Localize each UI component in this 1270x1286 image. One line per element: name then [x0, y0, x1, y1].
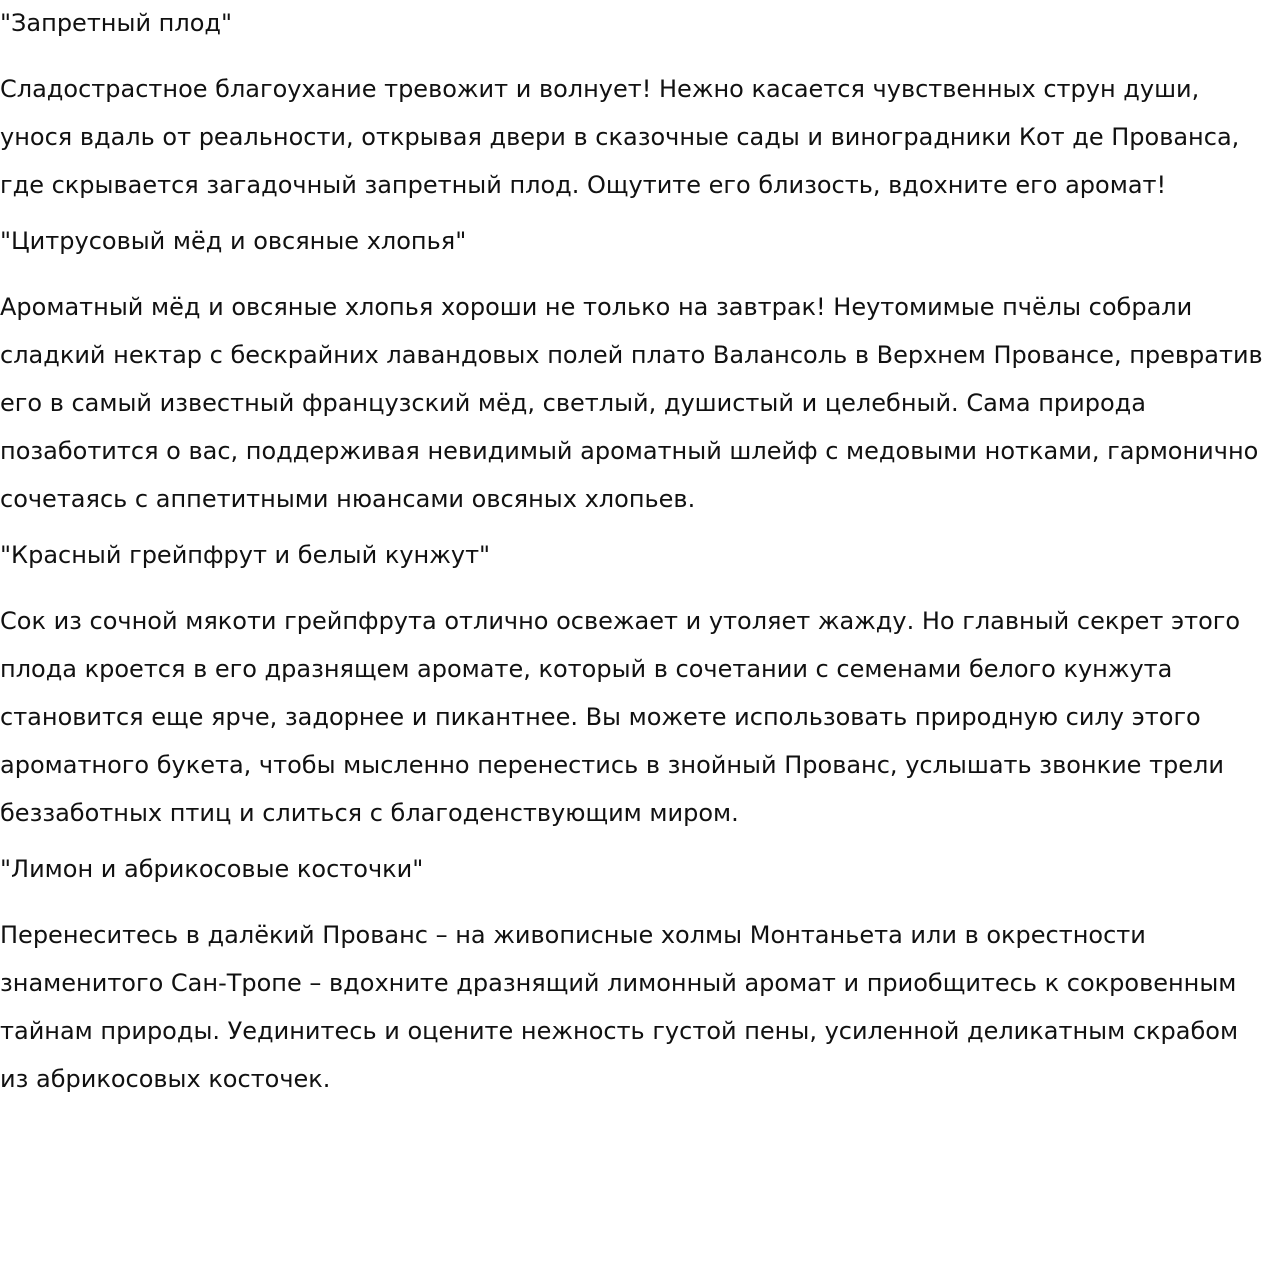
- section-paragraph: Сок из сочной мякоти грейпфрута отлично освежает и утоляет жажду. Но главный секрет этого плода кроется в его дразнящем аромате, который в сочетании с семенами белого кунжута становится еще ярче, задорнее и пикантнее. Вы можете использовать природную силу этого ароматного букета, чтобы мысленно перенестись в знойный Прованс, услышать звонкие трели беззаботных птиц и слиться с благоденствующим миром.: [0, 607, 1241, 827]
- section-forbidden-fruit: [0, 0, 1270, 224]
- section-paragraph: Ароматный мёд и овсяные хлопья хороши не только на завтрак! Неутомимые пчёлы собрали сладкий нектар с бескрайних лавандовых полей плато Валансоль в Верхнем Провансе, превратив его в самый известный французский мёд, светлый, душистый и целебный. Сама природа позаботится о вас, поддерживая невидимый ароматный шлейф с медовыми нотками, гармонично сочетаясь с аппетитными нюансами овсяных хлопьев.: [0, 293, 1263, 513]
- section-grapefruit-sesame: [0, 538, 1270, 852]
- section-paragraph: Сладострастное благоухание тревожит и волнует! Нежно касается чувственных струн души, унося вдаль от реальности, открывая двери в сказочные сады и виноградники Кот де Прованса, где скрывается загадочный запретный плод. Ощутите его близость, вдохните его аромат!: [0, 75, 1240, 199]
- section-lemon-apricot: [0, 852, 1270, 1118]
- section-title: "Запретный плод": [0, 9, 233, 37]
- section-title: "Цитрусовый мёд и овсяные хлопья": [0, 227, 467, 255]
- section-paragraph: Перенеситесь в далёкий Прованс – на живописные холмы Монтаньета или в окрестности знаменитого Сан-Тропе – вдохните дразнящий лимонный аромат и приобщитесь к сокровенным тайнам природы. Уединитесь и оцените нежность густой пены, усиленной деликатным скрабом из абрикосовых косточек.: [0, 921, 1239, 1093]
- section-title: "Лимон и абрикосовые косточки": [0, 855, 424, 883]
- section-citrus-honey-oat: [0, 224, 1270, 538]
- section-title: "Красный грейпфрут и белый кунжут": [0, 541, 491, 569]
